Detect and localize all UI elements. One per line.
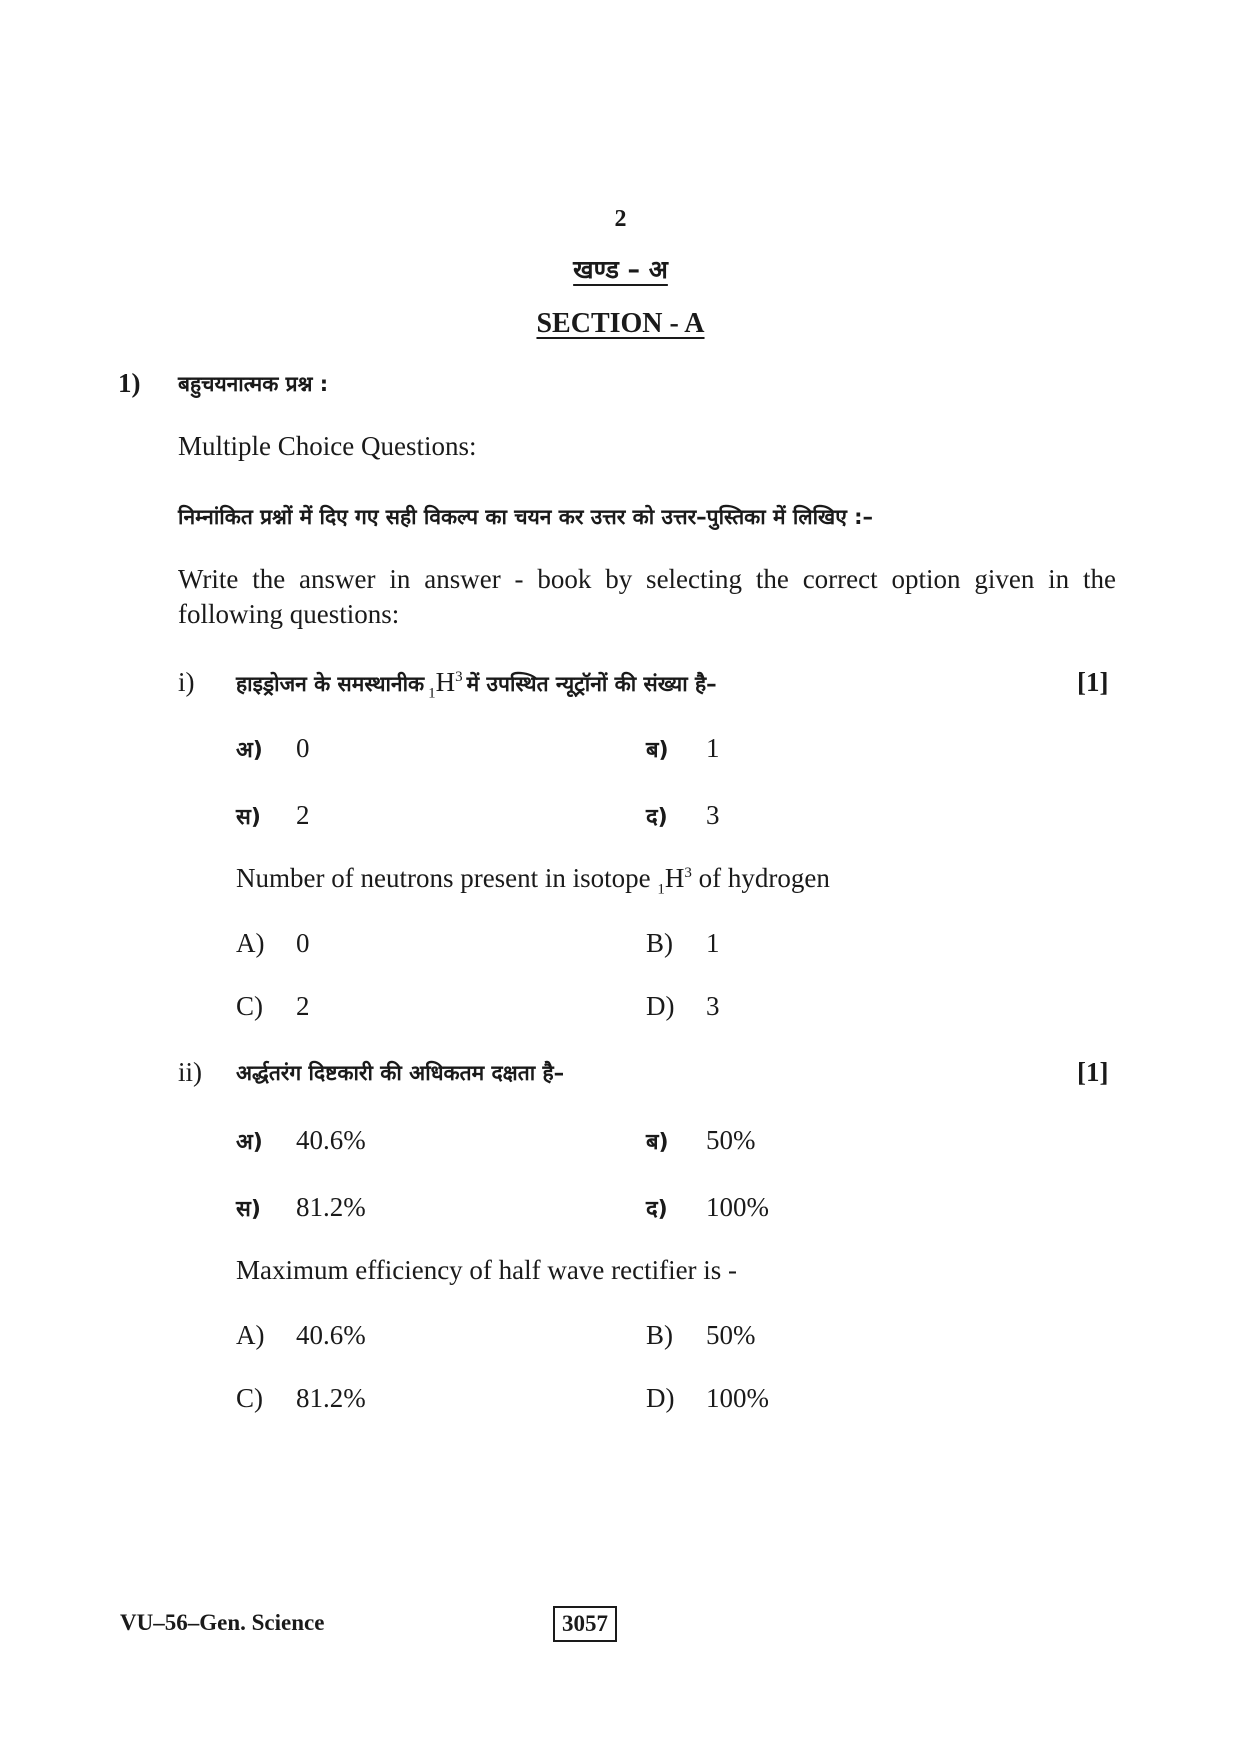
subquestion-label: ii) — [178, 1057, 202, 1087]
english-text-after: of hydrogen — [698, 863, 830, 893]
isotope-subscript: 1 — [657, 881, 665, 898]
hindi-instruction: निम्नांकित प्रश्नों में दिए गए सही विकल्प का चयन कर उत्तर को उत्तर–पुस्तिका में लिखिए :– — [178, 505, 874, 529]
option-label: द) — [646, 805, 668, 830]
option-value: 40.6% — [296, 1320, 366, 1350]
option-value: 40.6% — [296, 1125, 366, 1155]
option-label: ब) — [646, 738, 669, 763]
option-value: 81.2% — [296, 1383, 366, 1413]
hindi-text-after: में उपस्थित न्यूट्रॉनों की संख्या है– — [466, 672, 717, 696]
marks-label: [1] — [1077, 667, 1109, 697]
isotope-symbol: H — [664, 863, 685, 893]
english-text-before: Number of neutrons present in isotope — [236, 863, 651, 893]
english-instruction-line1: Write the answer in answer - book by selecting the correct option given in the — [178, 564, 1116, 594]
option-label: D) — [646, 1383, 675, 1413]
isotope-superscript: 3 — [455, 669, 463, 685]
option-value: 100% — [706, 1192, 769, 1222]
section-heading-text: SECTION - A — [536, 308, 705, 339]
option-label: अ) — [236, 738, 263, 763]
option-value: 3 — [706, 800, 720, 830]
option-value: 0 — [296, 928, 310, 958]
isotope-notation — [428, 667, 463, 702]
section-heading — [0, 308, 1241, 340]
subquestion-label: i) — [178, 667, 195, 697]
khand-heading — [0, 252, 1241, 286]
option-value: 50% — [706, 1320, 756, 1350]
subquestion-hindi-text — [236, 667, 717, 702]
hindi-heading: बहुचयनात्मक प्रश्न : — [178, 372, 329, 396]
option-label: स) — [236, 1197, 261, 1222]
marks-label: [1] — [1077, 1057, 1109, 1087]
option-value: 50% — [706, 1125, 756, 1155]
option-label: A) — [236, 928, 265, 958]
page-number: 2 — [614, 206, 627, 232]
subquestion-hindi-text: अर्द्धतरंग दिष्टकारी की अधिकतम दक्षता है– — [236, 1061, 565, 1085]
khand-heading-text: खण्ड – अ — [573, 255, 668, 284]
page-code-box: 3057 — [553, 1606, 617, 1642]
option-label: B) — [646, 928, 673, 958]
option-label: C) — [236, 991, 263, 1021]
option-value: 0 — [296, 733, 310, 763]
hindi-text-before: हाइड्रोजन के समस्थानीक — [236, 672, 425, 696]
paper-code: VU–56–Gen. Science — [120, 1610, 325, 1635]
option-value: 2 — [296, 991, 310, 1021]
option-value: 1 — [706, 733, 720, 763]
option-label: ब) — [646, 1130, 669, 1155]
subquestion-english-text: Maximum efficiency of half wave rectifier is - — [236, 1255, 738, 1285]
isotope-subscript: 1 — [428, 685, 436, 702]
option-label: A) — [236, 1320, 265, 1350]
option-value: 3 — [706, 991, 720, 1021]
english-heading: Multiple Choice Questions: — [178, 431, 477, 461]
option-label: D) — [646, 991, 675, 1021]
option-label: C) — [236, 1383, 263, 1413]
option-label: द) — [646, 1197, 668, 1222]
question-number: 1) — [118, 368, 141, 398]
option-value: 100% — [706, 1383, 769, 1413]
english-instruction-line2: following questions: — [178, 599, 400, 629]
option-value: 1 — [706, 928, 720, 958]
option-label: B) — [646, 1320, 673, 1350]
isotope-superscript: 3 — [684, 865, 692, 881]
option-value: 81.2% — [296, 1192, 366, 1222]
isotope-symbol: H — [435, 667, 456, 697]
subquestion-english-text — [236, 863, 830, 898]
option-label: अ) — [236, 1130, 263, 1155]
option-label: स) — [236, 805, 261, 830]
option-value: 2 — [296, 800, 310, 830]
